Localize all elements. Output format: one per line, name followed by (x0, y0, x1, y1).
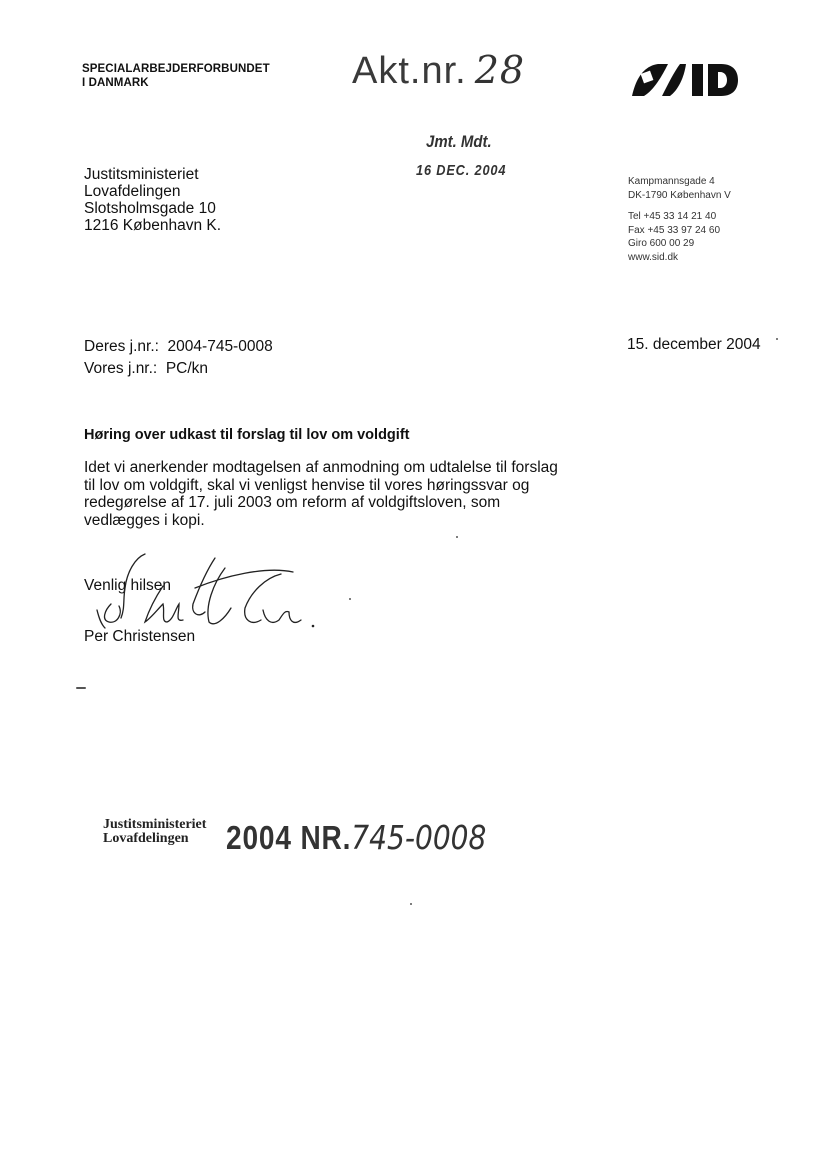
scan-speck (776, 338, 778, 340)
sid-logo (628, 56, 738, 102)
recipient-line: Justitsministeriet (84, 166, 199, 183)
body-line: Idet vi anerkender modtagelsen af anmodning om udtalelse til forslag (84, 459, 558, 476)
received-stamp (416, 132, 522, 179)
scan-speck (76, 687, 86, 689)
akt-label: Akt.nr. (352, 50, 467, 92)
akt-number-stamp (352, 48, 525, 93)
recipient-line: Slotsholmsgade 10 (84, 200, 216, 217)
contact-line: DK-1790 København V (628, 189, 731, 201)
recipient-address (84, 166, 221, 234)
body-line: til lov om voldgift, skal vi venligst henvise til vores høringssvar og (84, 476, 530, 494)
organization-line-1: SPECIALARBEJDERFORBUNDET (82, 63, 270, 75)
organization-name (82, 62, 270, 90)
reference-numbers (84, 336, 273, 380)
contact-line: Tel +45 33 14 21 40 (628, 211, 717, 222)
letter-subject: Høring over udkast til forslag til lov om voldgift (84, 427, 410, 443)
handwritten-signature (75, 548, 335, 638)
signatory-name: Per Christensen (84, 628, 196, 645)
scan-speck (410, 903, 412, 905)
contact-line (628, 202, 731, 210)
body-line: redegørelse af 17. juli 2003 om reform af voldgiftsloven, som (84, 494, 501, 511)
organization-line-2: I DANMARK (82, 77, 149, 89)
ministry-line-1: Justitsministeriet (103, 817, 207, 832)
reference-ours: Vores j.nr.: PC/kn (84, 360, 209, 377)
reference-yours: Deres j.nr.: 2004-745-0008 (84, 338, 273, 355)
scan-speck (349, 598, 351, 600)
contact-line: Giro 600 00 29 (628, 238, 695, 249)
contact-line: www.sid.dk (628, 251, 679, 263)
filing-number-handwritten: 745-0008 (351, 818, 487, 857)
filing-stamp-number (226, 818, 486, 857)
received-stamp-date: 16 DEC. 2004 (416, 162, 507, 179)
contact-line: Kampmannsgade 4 (628, 176, 715, 187)
recipient-line: 1216 København K. (84, 217, 222, 234)
letter-date: 15. december 2004 (627, 336, 761, 353)
scan-speck (456, 536, 458, 538)
received-stamp-office: Jmt. Mdt. (426, 132, 492, 151)
closing-greeting: Venlig hilsen (84, 577, 172, 594)
akt-number-handwritten: 28 (474, 48, 526, 92)
recipient-line: Lovafdelingen (84, 183, 181, 200)
ministry-line-2: Lovafdelingen (103, 831, 189, 846)
letter-body (84, 459, 644, 529)
contact-line: Fax +45 33 97 24 60 (628, 224, 721, 236)
sender-contact (628, 175, 731, 264)
filing-number-stamped: 2004 NR. (226, 819, 352, 856)
filing-stamp-ministry (103, 818, 206, 846)
body-line: vedlægges i kopi. (84, 511, 205, 529)
